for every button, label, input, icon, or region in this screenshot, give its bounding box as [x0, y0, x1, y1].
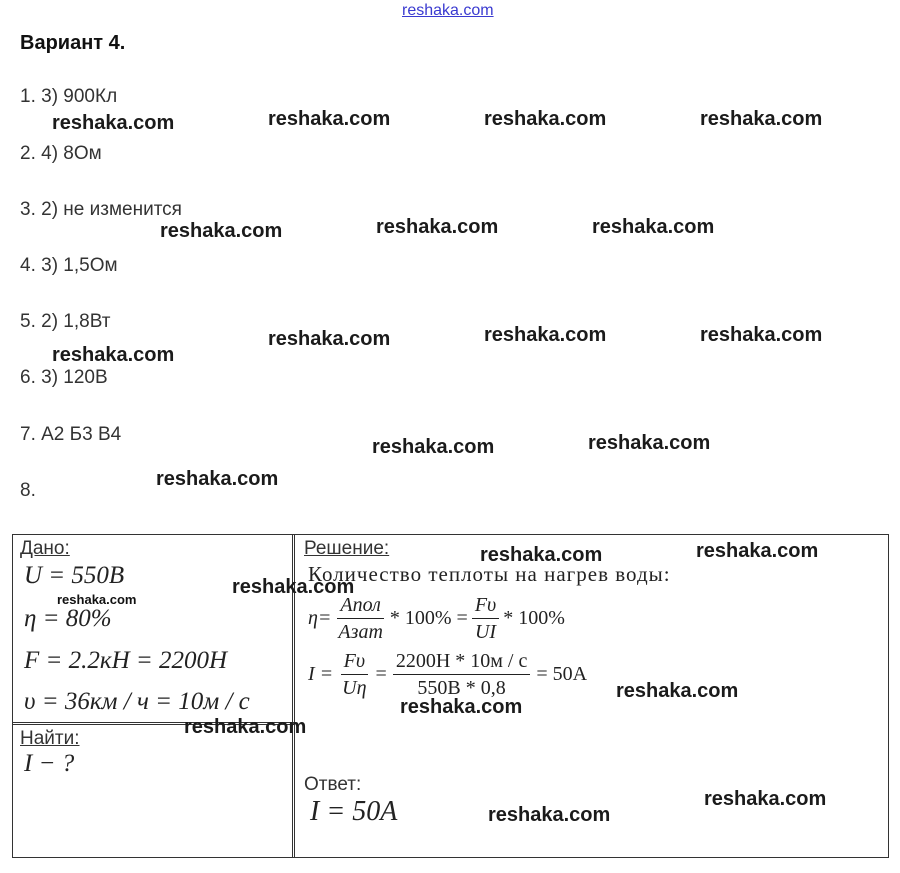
answer-item-1: 1. 3) 900Кл: [20, 86, 118, 107]
watermark: reshaka.com: [400, 696, 523, 718]
answer-item-8: 8.: [20, 480, 36, 501]
eq2-frac1-den: Uη: [342, 677, 367, 699]
eq2-frac2-den: 550B * 0,8: [417, 677, 506, 699]
watermark: reshaka.com: [704, 788, 827, 810]
answer-label: Ответ:: [304, 774, 362, 795]
find-value: I − ?: [24, 750, 75, 777]
watermark: reshaka.com: [488, 804, 611, 826]
eq1-fraction-2: [472, 592, 499, 645]
watermark: reshaka.com: [376, 216, 499, 238]
watermark: reshaka.com: [700, 324, 823, 346]
solution-label: Решение:: [304, 538, 390, 559]
eq1-frac1-num: Aпол: [337, 592, 383, 619]
answer-item-7: 7. А2 Б3 В4: [20, 424, 122, 445]
eq1-mid: * 100% =: [389, 607, 468, 629]
watermark: reshaka.com: [268, 328, 391, 350]
given-label: Дано:: [20, 538, 70, 559]
watermark: reshaka.com: [268, 108, 391, 130]
given-efficiency: η = 80%: [24, 605, 112, 632]
answer-item-2: 2. 4) 8Ом: [20, 143, 102, 164]
eq2-result: = 50A: [536, 663, 588, 685]
watermark: reshaka.com: [700, 108, 823, 130]
given-voltage: U = 550B: [24, 562, 125, 589]
given-speed: υ = 36км / ч = 10м / с: [24, 688, 250, 715]
eq1-frac1-den: Aзат: [338, 621, 383, 643]
watermark: reshaka.com: [184, 716, 307, 738]
eq2-fraction-1: [339, 648, 369, 701]
given-force: F = 2.2кH = 2200H: [24, 647, 228, 674]
eq2-frac2-num: 2200H * 10м / с: [393, 648, 531, 675]
eq1-lhs: η=: [308, 607, 332, 629]
watermark: reshaka.com: [696, 540, 819, 562]
answer-item-4: 4. 3) 1,5Ом: [20, 255, 118, 276]
watermark: reshaka.com: [592, 216, 715, 238]
efficiency-equation: [308, 592, 565, 645]
answer-value: I = 50A: [310, 796, 398, 827]
find-label: Найти:: [20, 728, 80, 749]
watermark: reshaka.com: [232, 576, 355, 598]
watermark: reshaka.com: [484, 324, 607, 346]
page-title: Вариант 4.: [20, 32, 126, 54]
answer-item-3: 3. 2) не изменится: [20, 199, 182, 220]
answer-item-6: 6. 3) 120В: [20, 367, 108, 388]
watermark: reshaka.com: [372, 436, 495, 458]
eq2-fraction-2: [393, 648, 531, 701]
watermark-top-link[interactable]: reshaka.com: [402, 2, 494, 19]
answer-item-5: 5. 2) 1,8Вт: [20, 311, 111, 332]
eq2-eq: =: [375, 663, 387, 685]
eq1-fraction-1: [335, 592, 385, 645]
watermark: reshaka.com: [480, 544, 603, 566]
eq1-frac2-num: Fυ: [472, 592, 499, 619]
watermark: reshaka.com: [160, 220, 283, 242]
watermark: reshaka.com: [588, 432, 711, 454]
eq2-lhs: I =: [308, 663, 334, 685]
solution-heading: Количество теплоты на нагрев воды:: [308, 562, 671, 586]
watermark: reshaka.com: [52, 344, 175, 366]
eq2-frac1-num: Fυ: [341, 648, 368, 675]
eq1-tail: * 100%: [503, 607, 565, 629]
watermark: reshaka.com: [484, 108, 607, 130]
watermark: reshaka.com: [616, 680, 739, 702]
watermark: reshaka.com: [156, 468, 279, 490]
watermark: reshaka.com: [52, 112, 175, 134]
current-equation: [308, 648, 587, 701]
eq1-frac2-den: UI: [474, 621, 497, 643]
watermark: reshaka.com: [57, 592, 137, 607]
